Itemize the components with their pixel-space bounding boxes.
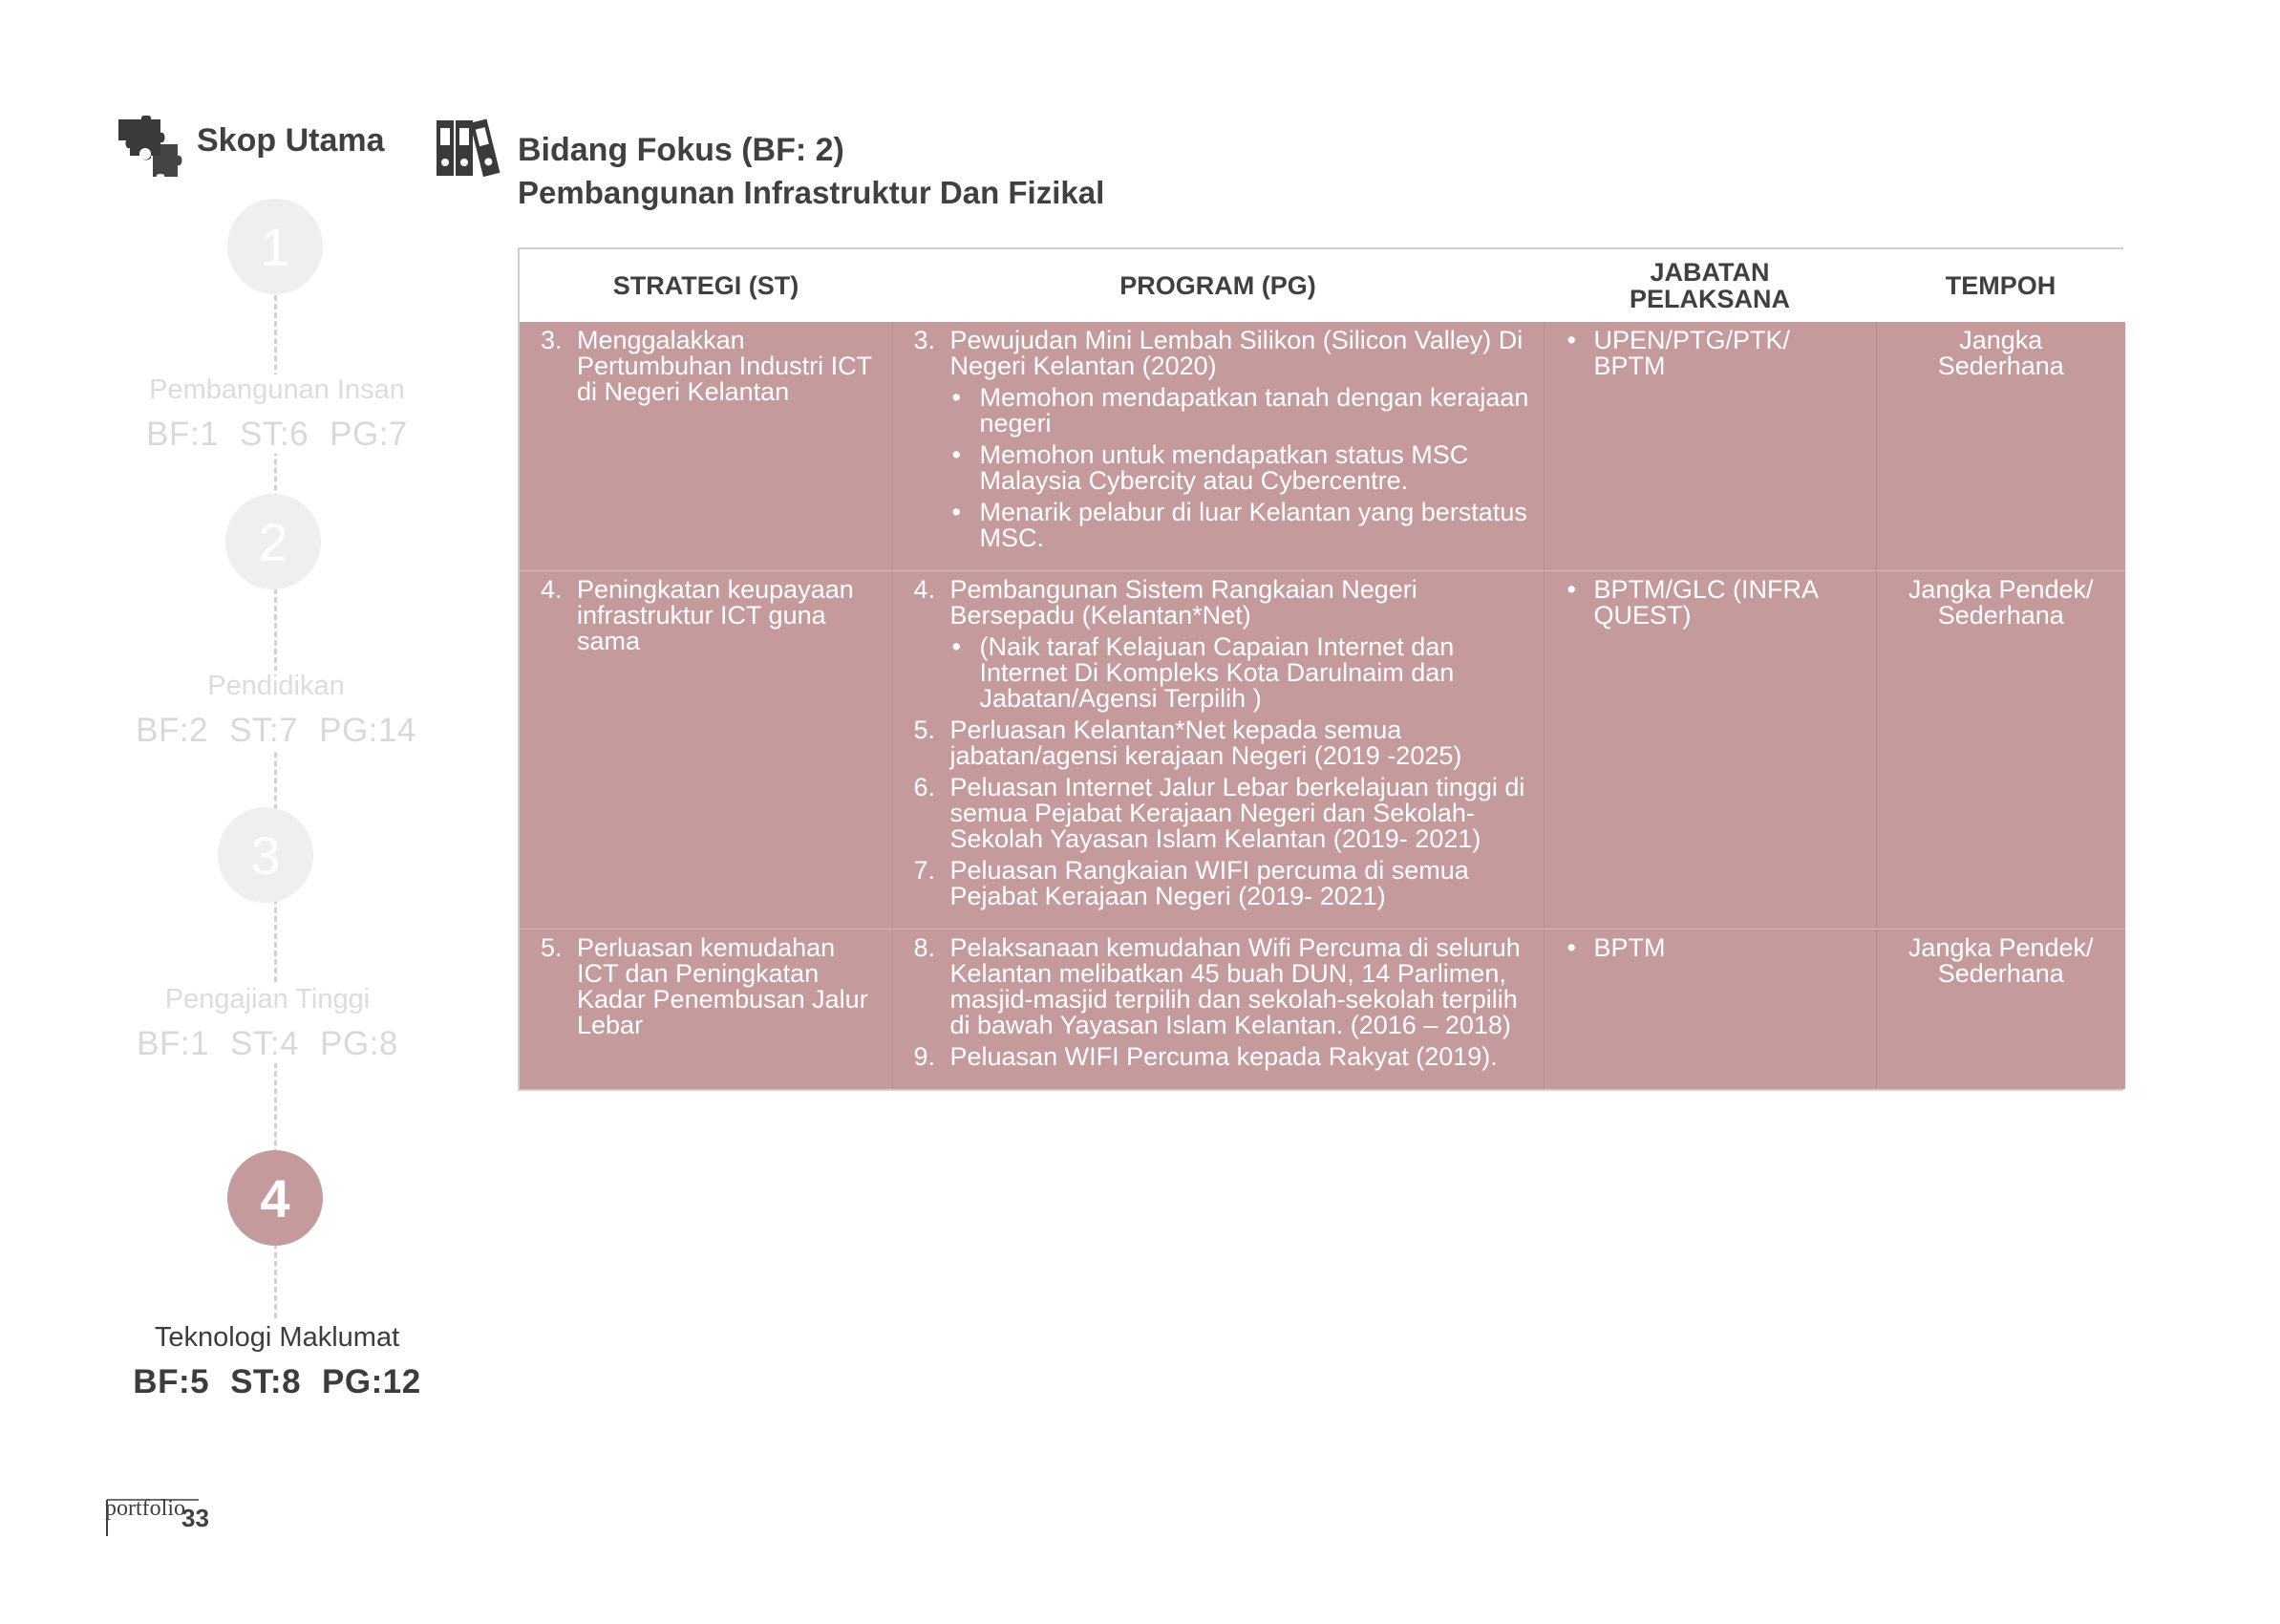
table-row [520, 571, 2125, 930]
skop-utama-title: Skop Utama [197, 121, 385, 159]
skop-utama-header [117, 113, 385, 182]
step-2-number: 2 [258, 511, 288, 572]
step-3-info [115, 984, 420, 1063]
strategy-text: Peningkatan keupayaan infrastruktur ICT guna sama [577, 575, 854, 655]
page-number: 33 [181, 1504, 209, 1532]
program-text: Perluasan Kelantan*Net kepada semua jabatan/agensi kerajaan Negeri (2019 -2025) [949, 716, 1462, 770]
step-3-st: ST:4 [230, 1025, 300, 1062]
step-4-circle [227, 1150, 323, 1246]
step-2-circle [225, 494, 321, 589]
col-header-tempoh: TEMPOH [1876, 249, 2125, 322]
program-bullet: Memohon mendapatkan tanah dengan kerajaan negeri [979, 383, 1529, 438]
step-1-name: Pembangunan Insan [149, 374, 405, 405]
program-text: Pembangunan Sistem Rangkaian Negeri Bersepadu (Kelantan*Net) [949, 575, 1417, 630]
step-1-circle [227, 199, 323, 294]
step-4-info [115, 1322, 439, 1401]
program-number: 6. [913, 773, 936, 801]
step-1-info [124, 374, 430, 454]
period-text: Jangka Pendek/ Sederhana [1907, 575, 2094, 630]
period-cell [1876, 571, 2125, 930]
strategy-number: 5. [541, 933, 563, 962]
puzzle-icon [117, 116, 185, 179]
step-3-name: Pengajian Tinggi [164, 984, 371, 1015]
program-bullet: Memohon untuk mendapatkan status MSC Malaysia Cybercity atau Cybercentre. [979, 440, 1469, 495]
agency-cell: • BPTM [1544, 930, 1876, 1090]
step-1-number: 1 [260, 216, 290, 277]
binders-icon [435, 115, 501, 178]
agency-cell: • UPEN/PTG/PTK/ BPTM [1544, 322, 1876, 571]
table-row [520, 322, 2125, 571]
table-header-row [520, 249, 2125, 322]
step-4-st: ST:8 [230, 1363, 302, 1400]
step-4-bf: BF:5 [133, 1363, 210, 1400]
strategy-cell [520, 930, 892, 1090]
strategy-table [518, 247, 2123, 1091]
step-2-stats [118, 712, 434, 750]
step-2-pg: PG:14 [319, 712, 416, 749]
step-4-name: Teknologi Maklumat [154, 1322, 400, 1353]
col-header-jabatan [1544, 249, 1876, 322]
page-subtitle: Pembangunan Infrastruktur Dan Fizikal [518, 175, 1105, 210]
program-cell: 3. Pewujudan Mini Lembah Silikon (Silicon Valley) Di Negeri Kelantan (2020) • Memohon mendapatkan tanah dengan kerajaan negeri • Memohon untuk mendapatkan status MSC Malaysia Cybercity atau Cybercentre. • Menarik pelabur di luar Kelantan yang berstatus MSC. [892, 322, 1544, 571]
program-cell [892, 930, 1544, 1090]
period-text: Jangka Sederhana [1937, 326, 2064, 380]
program-number: 9. [913, 1042, 936, 1071]
step-1-st: ST:6 [240, 416, 309, 453]
program-number: 5. [913, 716, 936, 744]
program-text: Peluasan WIFI Percuma kepada Rakyat (2019). [949, 1042, 1498, 1071]
col-header-jabatan-label: JABATAN PELAKSANA [1629, 257, 1790, 313]
step-1-bf: BF:1 [146, 416, 220, 453]
step-1-pg: PG:7 [330, 416, 408, 453]
program-text: Peluasan Rangkaian WIFI percuma di semua Pejabat Kerajaan Negeri (2019- 2021) [949, 856, 1469, 910]
period-cell [1876, 930, 2125, 1090]
page-title: Bidang Fokus (BF: 2) [518, 132, 844, 168]
strategy-text: Perluasan kemudahan ICT dan Peningkatan Kadar Penembusan Jalur Lebar [577, 933, 868, 1039]
strategy-cell [520, 322, 892, 571]
binders-icon-wrap [435, 115, 501, 182]
step-2-name: Pendidikan [207, 671, 345, 701]
program-number: 8. [913, 933, 936, 962]
program-number: 3. [913, 326, 936, 354]
program-cell: 4. Pembangunan Sistem Rangkaian Negeri Bersepadu (Kelantan*Net) • (Naik taraf Kelajuan Capaian Internet dan Internet Di Kompleks Kota Darulnaim dan Jabatan/Agensi Terpilih ) 5. Perluasan Kelantan*Net kepada semua jabatan/agensi kerajaan Negeri (2019 -2025) 6. Peluasan Internet Jalur Lebar berkelajuan tinggi di semua Pejabat Kerajaan Negeri dan Sekolah-Sekolah Yayasan Islam Kelantan (2019- 2021) 7. Peluasan Rangkaian WIFI percuma di semua Pejabat Kerajaan Negeri (2019- 2021) [892, 571, 1544, 930]
step-2-info [118, 671, 434, 750]
step-3-number: 3 [250, 824, 281, 886]
program-text: Pelaksanaan kemudahan Wifi Percuma di seluruh Kelantan melibatkan 45 buah DUN, 14 Parlimen, masjid-masjid terpilih dan sekolah-sekolah terpilih di bawah Yayasan Islam Kelantan. (2016 – 2018) [949, 933, 1521, 1039]
program-text: Pewujudan Mini Lembah Silikon (Silicon Valley) Di Negeri Kelantan (2020) [949, 326, 1524, 380]
program-bullet: Menarik pelabur di luar Kelantan yang berstatus MSC. [979, 498, 1527, 552]
step-3-pg: PG:8 [320, 1025, 398, 1062]
strategy-number: 4. [541, 575, 563, 604]
step-3-stats [115, 1025, 420, 1063]
step-2-st: ST:7 [229, 712, 299, 749]
agency-text: BPTM [1593, 933, 1666, 962]
agency-text: BPTM/GLC (INFRA QUEST) [1593, 575, 1818, 630]
step-3-circle [218, 807, 313, 903]
col-header-program: PROGRAM (PG) [892, 249, 1544, 322]
step-3-bf: BF:1 [137, 1025, 210, 1062]
program-text: Peluasan Internet Jalur Lebar berkelajuan tinggi di semua Pejabat Kerajaan Negeri dan Sekolah-Sekolah Yayasan Islam Kelantan (2019- 2021) [949, 773, 1525, 853]
strategy-cell [520, 571, 892, 930]
strategy-number: 3. [541, 326, 563, 354]
step-2-bf: BF:2 [136, 712, 209, 749]
program-bullet: (Naik taraf Kelajuan Capaian Internet dan Internet Di Kompleks Kota Darulnaim dan Jabatan/Agensi Terpilih ) [979, 632, 1455, 713]
table-row [520, 930, 2125, 1090]
period-cell [1876, 322, 2125, 571]
col-header-strategi: STRATEGI (ST) [520, 249, 892, 322]
agency-text: UPEN/PTG/PTK/ BPTM [1593, 326, 1791, 380]
program-number: 4. [913, 575, 936, 604]
agency-cell: • BPTM/GLC (INFRA QUEST) [1544, 571, 1876, 930]
strategy-text: Menggalakkan Pertumbuhan Industri ICT di Negeri Kelantan [577, 326, 872, 406]
step-4-stats [115, 1363, 439, 1401]
step-4-number: 4 [260, 1167, 290, 1229]
program-number: 7. [913, 856, 936, 885]
step-4-pg: PG:12 [322, 1363, 421, 1400]
period-text: Jangka Pendek/ Sederhana [1907, 933, 2094, 988]
portfolio-logo-text: portfolio [105, 1496, 185, 1521]
step-1-stats [124, 416, 430, 454]
